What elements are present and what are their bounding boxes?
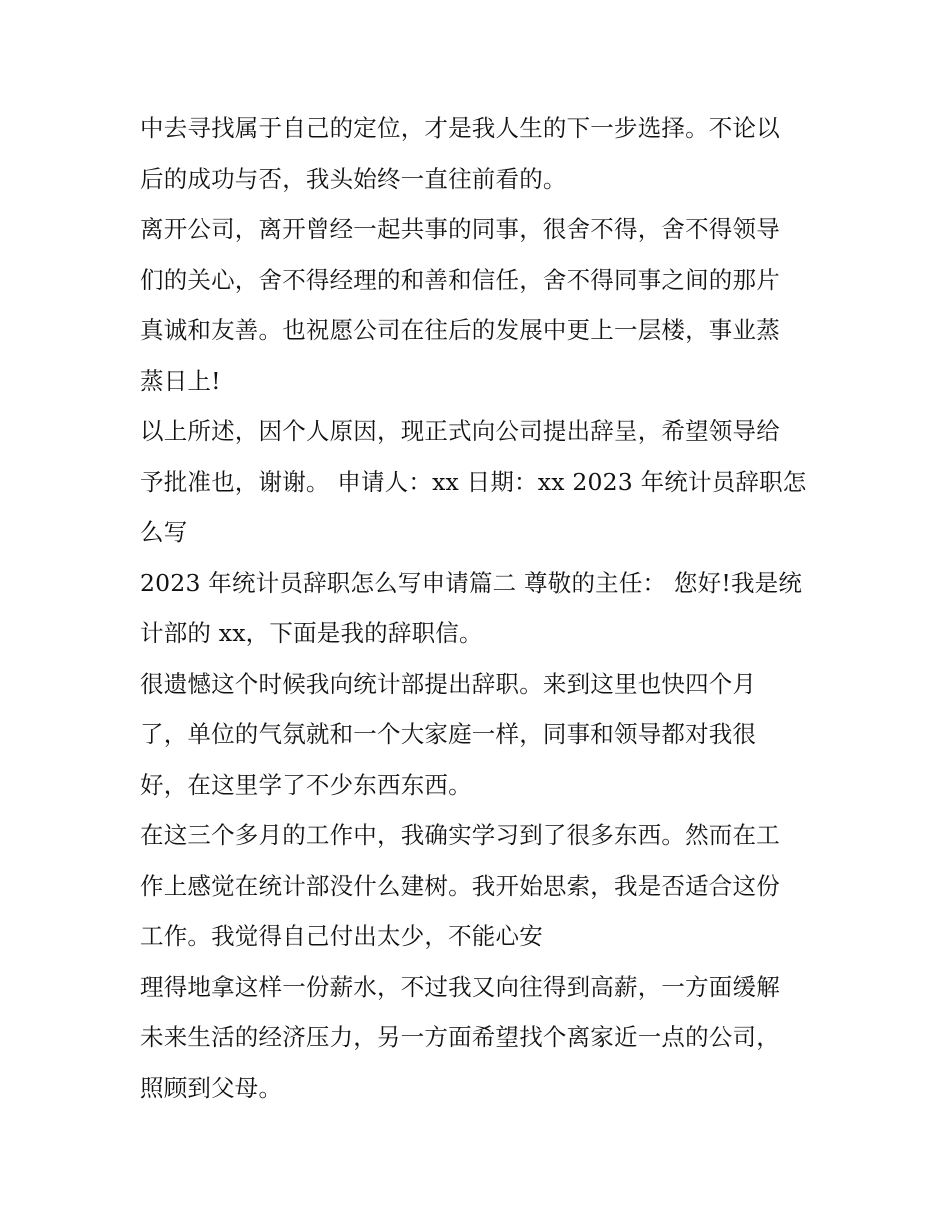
document-body [140, 103, 820, 1113]
text-line: 作上感觉在统计部没什么建树。我开始思索，我是否适合这份 [140, 871, 780, 900]
text-line: 理得地拿这样一份薪水，不过我又向往得到高薪，一方面缓解 [140, 972, 780, 1001]
paragraph-1 [140, 103, 820, 204]
text-line: 离开公司，离开曾经一起共事的同事，很舍不得，舍不得领导 [140, 215, 780, 243]
text-line: 在这三个多月的工作中，我确实学习到了很多东西。然而在工 [140, 821, 780, 849]
text-line: 后的成功与否，我头始终一直往前看的。 [140, 164, 567, 193]
text-line: 以上所述，因个人原因，现正式向公司提出辞呈，希望领导给 [140, 417, 780, 445]
text-line: 中去寻找属于自己的定位，才是我人生的下一步选择。不论以 [140, 114, 780, 142]
paragraph-2 [140, 204, 820, 406]
text-line: 好，在这里学了不少东西东西。 [140, 770, 472, 799]
text-line: 么写 [140, 518, 188, 546]
paragraph-6 [140, 810, 820, 962]
text-line: 很遗憾这个时候我向统计部提出辞职。来到这里也快四个月 [140, 669, 757, 698]
text-line: 了，单位的气氛就和一个大家庭一样，同事和领导都对我很 [140, 720, 757, 748]
text-line: 蒸日上! [140, 366, 221, 395]
text-line: 照顾到父母。 [140, 1073, 283, 1102]
paragraph-4 [140, 558, 820, 659]
text-line: 工作。我觉得自己付出太少，不能心安 [140, 922, 543, 950]
paragraph-7 [140, 962, 820, 1114]
text-line: 真诚和友善。也祝愿公司在往后的发展中更上一层楼，事业蒸 [140, 316, 780, 344]
text-line: 未来生活的经济压力，另一方面希望找个离家近一点的公司， [140, 1023, 780, 1051]
text-line: 们的关心，舍不得经理的和善和信任，舍不得同事之间的那片 [140, 265, 780, 294]
paragraph-5 [140, 659, 820, 811]
text-line: 予批准也，谢谢。 申请人：xx 日期：xx 2023 年统计员辞职怎 [140, 467, 807, 496]
paragraph-3 [140, 406, 820, 558]
text-line: 计部的 xx，下面是我的辞职信。 [140, 619, 483, 647]
text-line: 2023 年统计员辞职怎么写申请篇二 尊敬的主任： 您好!我是统 [140, 568, 803, 597]
